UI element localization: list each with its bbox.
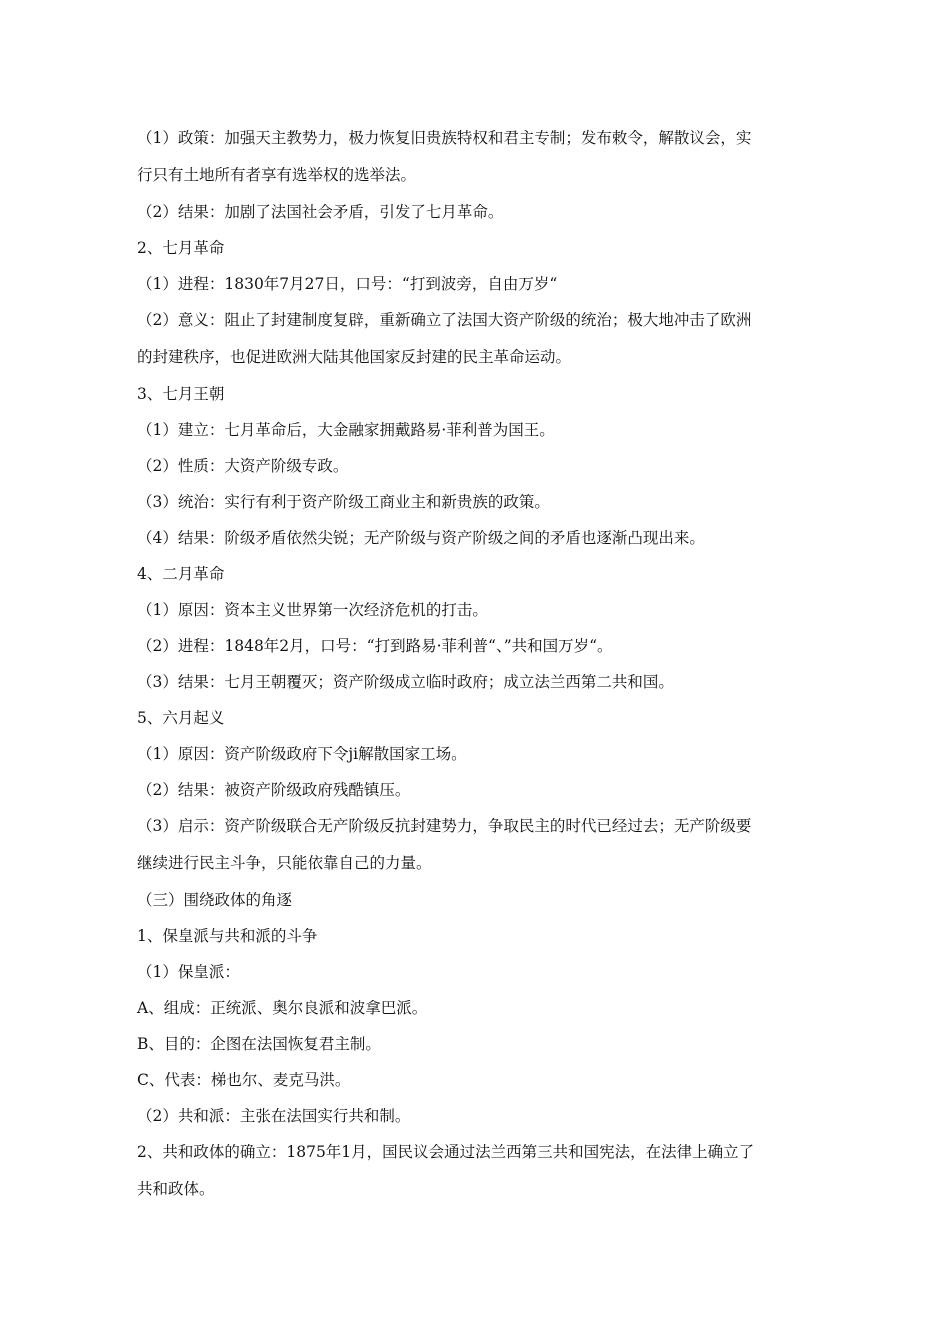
section-heading: 4、二月革命 — [137, 565, 225, 583]
text-line: （1）原因：资本主义世界第一次经济危机的打击。 — [137, 601, 488, 619]
text-line: （2）结果：加剧了法国社会矛盾，引发了七月革命。 — [137, 203, 504, 221]
text-line: （4）结果：阶级矛盾依然尖锐；无产阶级与资产阶级之间的矛盾也逐渐凸现出来。 — [137, 529, 705, 547]
text-line: （2）意义：阻止了封建制度复辟，重新确立了法国大资产阶级的统治；极大地冲击了欧洲 — [137, 311, 752, 329]
text-line: （1）建立：七月革命后，大金融家拥戴路易·菲利普为国王。 — [137, 421, 555, 439]
text-line: 的封建秩序，也促进欧洲大陆其他国家反封建的民主革命运动。 — [137, 348, 572, 366]
text-line: 共和政体。 — [137, 1180, 215, 1198]
text-line: （1）原因：资产阶级政府下令ji解散国家工场。 — [137, 745, 467, 763]
section-heading: （三）围绕政体的角逐 — [137, 891, 293, 909]
text-line: （1）政策：加强天主教势力，极力恢复旧贵族特权和君主专制；发布敕令，解散议会，实 — [137, 129, 752, 147]
text-line: （1）进程：1830年7月27日，口号：“打到波旁，自由万岁“ — [137, 275, 558, 293]
text-line: 2、共和政体的确立：1875年1月，国民议会通过法兰西第三共和国宪法，在法律上确立了 — [137, 1143, 755, 1161]
text-line: （1）保皇派： — [137, 963, 240, 981]
text-line: （2）进程：1848年2月，口号：“打到路易·菲利普“、”共和国万岁“。 — [137, 637, 613, 655]
document-body — [137, 120, 817, 1208]
section-heading: 3、七月王朝 — [137, 385, 225, 403]
text-line: （2）性质：大资产阶级专政。 — [137, 457, 349, 475]
section-heading: 5、六月起义 — [137, 709, 225, 727]
section-heading: 2、七月革命 — [137, 239, 225, 257]
text-line: C、代表：梯也尔、麦克马洪。 — [137, 1071, 351, 1089]
text-line: 继续进行民主斗争，只能依靠自己的力量。 — [137, 854, 432, 872]
text-line: （3）统治：实行有利于资产阶级工商业主和新贵族的政策。 — [137, 493, 550, 511]
text-line: （2）共和派：主张在法国实行共和制。 — [137, 1107, 411, 1125]
text-line: 行只有土地所有者享有选举权的选举法。 — [137, 166, 417, 184]
section-heading: 1、保皇派与共和派的斗争 — [137, 927, 318, 945]
text-line: （3）启示：资产阶级联合无产阶级反抗封建势力，争取民主的时代已经过去；无产阶级要 — [137, 817, 752, 835]
text-line: A、组成：正统派、奥尔良派和波拿巴派。 — [137, 999, 428, 1017]
text-line: （2）结果：被资产阶级政府残酷镇压。 — [137, 781, 411, 799]
text-line: B、目的：企图在法国恢复君主制。 — [137, 1035, 381, 1053]
text-line: （3）结果：七月王朝覆灭；资产阶级成立临时政府；成立法兰西第二共和国。 — [137, 673, 674, 691]
